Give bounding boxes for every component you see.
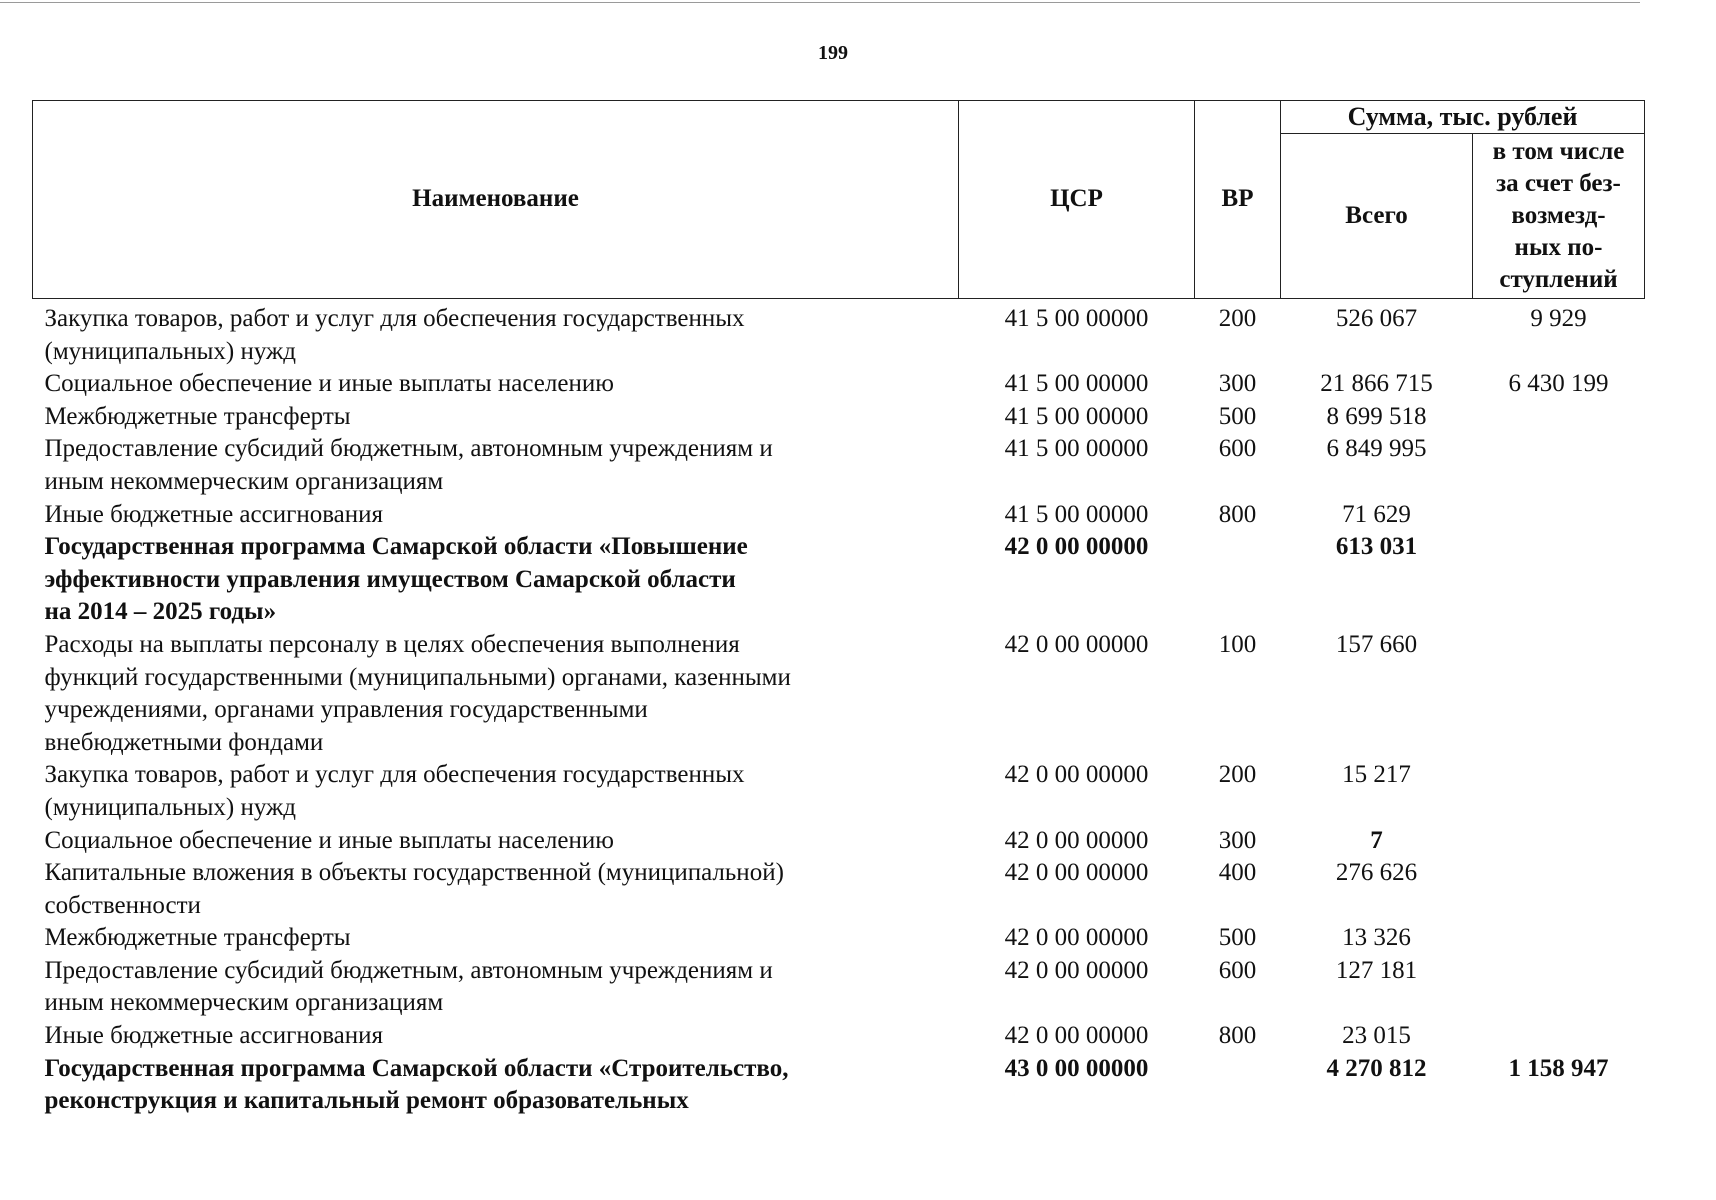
cell-total: 157 660 xyxy=(1335,630,1418,658)
cell-name-line: Межбюджетные трансферты xyxy=(44,402,351,430)
cell-free-receipts xyxy=(1473,401,1645,434)
cell-free-receipts xyxy=(1473,955,1645,1020)
header-total: Всего xyxy=(1281,134,1473,299)
cell-name xyxy=(33,531,959,629)
cell-free-receipts xyxy=(1473,531,1645,629)
cell-name-line: (муниципальных) нужд xyxy=(44,793,297,821)
cell-name-line: Социальное обеспечение и иные выплаты населению xyxy=(44,826,614,854)
cell-csr: 41 5 00 00000 xyxy=(1004,370,1149,398)
cell-vr xyxy=(1195,531,1281,629)
table-row xyxy=(33,857,1645,922)
cell-name-line: Социальное обеспечение и иные выплаты населению xyxy=(44,370,614,398)
table-body xyxy=(33,299,1645,1118)
cell-free-receipts xyxy=(1473,433,1645,498)
cell-total: 15 217 xyxy=(1342,761,1411,789)
cell-name xyxy=(33,401,959,434)
cell-total: 71 629 xyxy=(1342,500,1411,528)
cell-vr: 400 xyxy=(1218,859,1257,887)
cell-free-receipts xyxy=(1473,857,1645,922)
cell-name-line: Предоставление субсидий бюджетным, автономным учреждениям и xyxy=(44,956,773,984)
cell-csr: 42 0 00 00000 xyxy=(1004,761,1149,789)
table-row xyxy=(33,629,1645,759)
cell-free-receipts xyxy=(1473,825,1645,858)
cell-name-line: Расходы на выплаты персоналу в целях обеспечения выполнения xyxy=(44,630,740,658)
cell-free-receipts xyxy=(1473,1020,1645,1053)
cell-total: 4 270 812 xyxy=(1326,1054,1427,1082)
cell-vr xyxy=(1195,1053,1281,1118)
table-row xyxy=(33,368,1645,401)
cell-vr: 300 xyxy=(1218,370,1257,398)
header-vr: ВР xyxy=(1195,101,1281,299)
cell-csr: 42 0 00 00000 xyxy=(1004,956,1149,984)
cell-csr: 42 0 00 00000 xyxy=(1004,859,1149,887)
header-free-receipts-line: ступлений xyxy=(1499,266,1618,293)
cell-name xyxy=(33,1020,959,1053)
header-free-receipts-line: ных по- xyxy=(1514,234,1603,261)
cell-name-line: Закупка товаров, работ и услуг для обеспечения государственных xyxy=(44,305,745,332)
table-row xyxy=(33,433,1645,498)
cell-name xyxy=(33,433,959,498)
cell-total: 613 031 xyxy=(1335,533,1418,561)
cell-csr: 41 5 00 00000 xyxy=(1004,435,1149,463)
header-sum-group: Сумма, тыс. рублей xyxy=(1281,101,1645,134)
cell-name-line: Иные бюджетные ассигнования xyxy=(44,500,384,528)
table-row xyxy=(33,825,1645,858)
cell-total: 21 866 715 xyxy=(1320,370,1433,398)
header-free-receipts-line: возмезд- xyxy=(1511,202,1606,229)
cell-csr: 41 5 00 00000 xyxy=(1004,305,1149,332)
cell-name-line: учреждениями, органами управления государственными xyxy=(44,696,648,724)
table-row xyxy=(33,401,1645,434)
cell-total: 526 067 xyxy=(1335,305,1418,332)
cell-name-line: Межбюджетные трансферты xyxy=(44,924,351,952)
cell-total: 23 015 xyxy=(1342,1022,1411,1050)
table-row xyxy=(33,299,1645,369)
table-row xyxy=(33,531,1645,629)
cell-vr: 500 xyxy=(1218,402,1257,430)
header-name: Наименование xyxy=(33,101,959,299)
cell-vr: 200 xyxy=(1218,305,1257,332)
cell-name-line: эффективности управления имуществом Самарской области xyxy=(44,565,736,593)
cell-name-line: (муниципальных) нужд xyxy=(44,337,297,365)
cell-name xyxy=(33,629,959,759)
cell-vr: 800 xyxy=(1218,1022,1257,1050)
cell-name-line: реконструкция и капитальный ремонт образовательных xyxy=(44,1087,689,1115)
cell-name-line: собственности xyxy=(44,891,201,919)
cell-total: 127 181 xyxy=(1335,956,1418,984)
cell-total: 7 xyxy=(1370,826,1383,854)
cell-name-line: функций государственными (муниципальными) органами, казенными xyxy=(44,663,791,691)
table-header xyxy=(33,101,1645,299)
cell-name-line: Иные бюджетные ассигнования xyxy=(44,1022,384,1050)
table-row xyxy=(33,1020,1645,1053)
cell-total: 276 626 xyxy=(1335,859,1418,887)
cell-name-line: Закупка товаров, работ и услуг для обеспечения государственных xyxy=(44,761,745,789)
cell-name xyxy=(33,955,959,1020)
cell-name xyxy=(33,499,959,532)
table-row xyxy=(33,1053,1645,1118)
cell-name-line: Предоставление субсидий бюджетным, автономным учреждениям и xyxy=(44,435,773,463)
cell-name xyxy=(33,759,959,824)
cell-name xyxy=(33,922,959,955)
cell-name xyxy=(33,857,959,922)
table-row xyxy=(33,499,1645,532)
cell-total: 6 849 995 xyxy=(1326,435,1427,463)
table-row xyxy=(33,759,1645,824)
header-free-receipts xyxy=(1473,134,1645,299)
cell-free-receipts xyxy=(1473,629,1645,759)
cell-free-receipts: 9 929 xyxy=(1530,305,1587,332)
table-row xyxy=(33,955,1645,1020)
header-free-receipts-line: за счет без- xyxy=(1496,170,1621,197)
cell-vr: 600 xyxy=(1218,956,1257,984)
cell-name xyxy=(33,299,959,369)
header-csr: ЦСР xyxy=(959,101,1195,299)
cell-name-line: Капитальные вложения в объекты государственной (муниципальной) xyxy=(44,859,784,887)
cell-csr: 42 0 00 00000 xyxy=(1004,826,1149,854)
cell-name-line: на 2014 – 2025 годы» xyxy=(44,598,277,626)
cell-vr: 600 xyxy=(1218,435,1257,463)
cell-csr: 43 0 00 00000 xyxy=(1004,1054,1149,1082)
cell-name xyxy=(33,825,959,858)
cell-name-line: Государственная программа Самарской области «Строительство, xyxy=(44,1054,789,1082)
cell-name xyxy=(33,368,959,401)
cell-name xyxy=(33,1053,959,1118)
cell-csr: 41 5 00 00000 xyxy=(1004,402,1149,430)
cell-name-line: иным некоммерческим организациям xyxy=(44,989,444,1017)
cell-vr: 200 xyxy=(1218,761,1257,789)
cell-csr: 42 0 00 00000 xyxy=(1004,924,1149,952)
cell-total: 13 326 xyxy=(1342,924,1411,952)
cell-csr: 41 5 00 00000 xyxy=(1004,500,1149,528)
cell-vr: 500 xyxy=(1218,924,1257,952)
cell-free-receipts: 1 158 947 xyxy=(1508,1054,1609,1082)
cell-name-line: иным некоммерческим организациям xyxy=(44,467,444,495)
cell-free-receipts xyxy=(1473,759,1645,824)
cell-free-receipts xyxy=(1473,499,1645,532)
cell-total: 8 699 518 xyxy=(1326,402,1427,430)
table-row xyxy=(33,922,1645,955)
cell-vr: 100 xyxy=(1218,630,1257,658)
cell-free-receipts xyxy=(1473,922,1645,955)
cell-vr: 800 xyxy=(1218,500,1257,528)
cell-name-line: внебюджетными фондами xyxy=(44,728,324,756)
cell-csr: 42 0 00 00000 xyxy=(1004,630,1149,658)
budget-table xyxy=(32,100,1645,1118)
cell-csr: 42 0 00 00000 xyxy=(1004,1022,1149,1050)
cell-vr: 300 xyxy=(1218,826,1257,854)
top-rule xyxy=(0,2,1640,3)
cell-free-receipts: 6 430 199 xyxy=(1508,370,1609,398)
cell-csr: 42 0 00 00000 xyxy=(1004,533,1149,561)
header-free-receipts-line: в том числе xyxy=(1492,138,1625,165)
cell-name-line: Государственная программа Самарской области «Повышение xyxy=(44,533,748,561)
page-number: 199 xyxy=(818,42,848,64)
